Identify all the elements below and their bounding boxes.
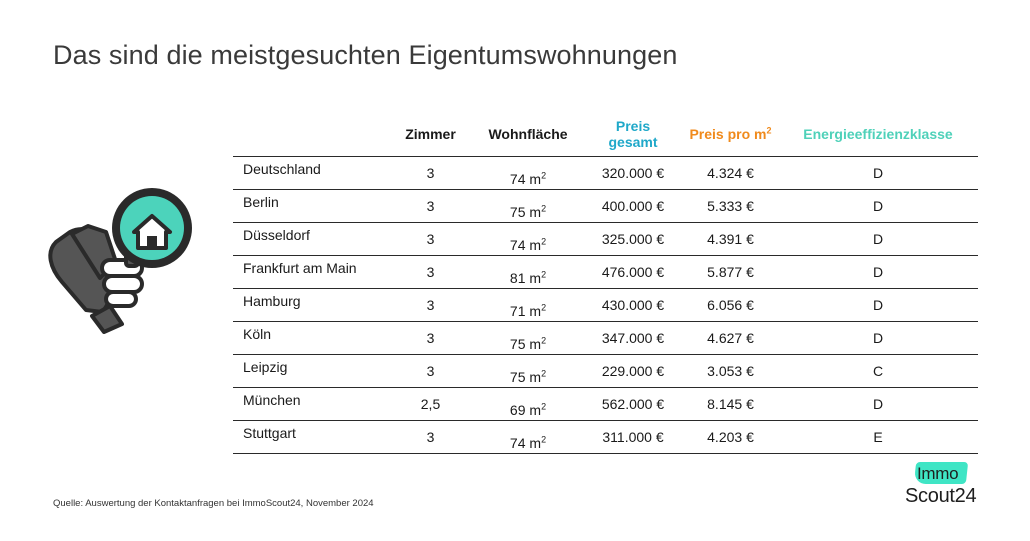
row-wohnflaeche <box>473 355 583 388</box>
row-wohnflaeche-value: 75 <box>509 204 526 220</box>
table-row <box>233 256 978 289</box>
row-preis-gesamt: 347.000 € <box>583 322 683 355</box>
row-wohnflaeche-unit: m <box>529 435 542 451</box>
hand-magnifier-house-icon <box>42 182 192 342</box>
row-wohnflaeche <box>473 388 583 421</box>
row-wohnflaeche-value: 74 <box>509 237 526 253</box>
row-zimmer: 3 <box>388 289 473 322</box>
row-preis-pro-qm: 4.627 € <box>683 322 778 355</box>
row-preis-pro-qm: 6.056 € <box>683 289 778 322</box>
row-preis-pro-qm: 5.333 € <box>683 190 778 223</box>
row-energieeffizienzklasse: D <box>778 223 978 256</box>
row-city: Stuttgart <box>233 421 388 454</box>
row-wohnflaeche-value: 75 <box>509 369 526 385</box>
row-wohnflaeche-value: 75 <box>509 336 526 352</box>
row-wohnflaeche-unit-sup: 2 <box>541 269 547 280</box>
row-wohnflaeche-value: 81 <box>509 270 526 286</box>
row-preis-pro-qm: 8.145 € <box>683 388 778 421</box>
row-zimmer: 2,5 <box>388 388 473 421</box>
row-preis-gesamt: 476.000 € <box>583 256 683 289</box>
row-wohnflaeche <box>473 223 583 256</box>
row-preis-gesamt: 229.000 € <box>583 355 683 388</box>
row-preis-gesamt: 400.000 € <box>583 190 683 223</box>
row-energieeffizienzklasse: D <box>778 322 978 355</box>
row-wohnflaeche-value: 74 <box>509 171 526 187</box>
row-preis-pro-qm: 3.053 € <box>683 355 778 388</box>
row-wohnflaeche-unit-sup: 2 <box>541 302 547 313</box>
header-energieeffizienz: Energieeffizienzklasse <box>803 126 953 142</box>
row-wohnflaeche <box>473 289 583 322</box>
row-wohnflaeche-value: 74 <box>509 435 526 451</box>
table-row <box>233 157 978 190</box>
row-city: Deutschland <box>233 157 388 190</box>
row-zimmer: 3 <box>388 322 473 355</box>
table-row <box>233 355 978 388</box>
row-energieeffizienzklasse: D <box>778 256 978 289</box>
table-row <box>233 190 978 223</box>
row-zimmer: 3 <box>388 190 473 223</box>
row-preis-pro-qm: 4.391 € <box>683 223 778 256</box>
header-preis-pro-qm-sup: 2 <box>766 125 772 136</box>
data-table <box>233 112 978 454</box>
row-wohnflaeche <box>473 256 583 289</box>
logo-line1: Immo <box>917 464 959 483</box>
header-preis-gesamt-line2: gesamt <box>608 134 658 150</box>
row-wohnflaeche-unit-sup: 2 <box>541 434 547 445</box>
row-zimmer: 3 <box>388 421 473 454</box>
row-wohnflaeche-unit-sup: 2 <box>541 203 547 214</box>
header-preis-pro-qm-label: Preis pro m <box>689 126 767 142</box>
header-wohnflaeche: Wohnfläche <box>488 126 568 142</box>
header-preis-gesamt <box>583 112 683 157</box>
table-row <box>233 223 978 256</box>
immoscout24-logo <box>893 462 983 512</box>
row-zimmer: 3 <box>388 157 473 190</box>
row-wohnflaeche-unit: m <box>529 336 542 352</box>
row-wohnflaeche-value: 71 <box>509 303 526 319</box>
row-preis-gesamt: 430.000 € <box>583 289 683 322</box>
page-title: Das sind die meistgesuchten Eigentumswohnungen <box>53 40 678 70</box>
row-city: Frankfurt am Main <box>233 256 388 289</box>
row-wohnflaeche <box>473 322 583 355</box>
row-wohnflaeche-unit-sup: 2 <box>541 236 547 247</box>
header-city <box>233 112 388 157</box>
row-energieeffizienzklasse: E <box>778 421 978 454</box>
row-city: Hamburg <box>233 289 388 322</box>
row-wohnflaeche <box>473 157 583 190</box>
row-wohnflaeche-unit-sup: 2 <box>541 368 547 379</box>
row-preis-pro-qm: 4.203 € <box>683 421 778 454</box>
table-row <box>233 421 978 454</box>
header-preis-pro-qm <box>683 112 778 157</box>
table-row <box>233 289 978 322</box>
row-wohnflaeche-unit: m <box>529 171 542 187</box>
row-city: Köln <box>233 322 388 355</box>
row-city: Düsseldorf <box>233 223 388 256</box>
row-city: Berlin <box>233 190 388 223</box>
source-note: Quelle: Auswertung der Kontaktanfragen bei ImmoScout24, November 2024 <box>53 498 374 509</box>
row-wohnflaeche-unit-sup: 2 <box>541 401 547 412</box>
row-energieeffizienzklasse: D <box>778 388 978 421</box>
row-preis-pro-qm: 5.877 € <box>683 256 778 289</box>
table-header-row <box>233 112 978 157</box>
row-wohnflaeche-value: 69 <box>509 402 526 418</box>
row-energieeffizienzklasse: C <box>778 355 978 388</box>
row-preis-gesamt: 311.000 € <box>583 421 683 454</box>
logo-line2: Scout24 <box>905 485 977 507</box>
row-energieeffizienzklasse: D <box>778 157 978 190</box>
row-energieeffizienzklasse: D <box>778 289 978 322</box>
row-zimmer: 3 <box>388 223 473 256</box>
row-wohnflaeche <box>473 421 583 454</box>
row-zimmer: 3 <box>388 355 473 388</box>
row-wohnflaeche-unit: m <box>529 369 542 385</box>
row-preis-gesamt: 325.000 € <box>583 223 683 256</box>
row-city: München <box>233 388 388 421</box>
row-wohnflaeche-unit: m <box>529 237 542 253</box>
row-wohnflaeche-unit: m <box>529 303 542 319</box>
row-wohnflaeche-unit: m <box>529 402 542 418</box>
row-preis-gesamt: 320.000 € <box>583 157 683 190</box>
row-preis-gesamt: 562.000 € <box>583 388 683 421</box>
header-preis-gesamt-line1: Preis <box>615 118 651 134</box>
row-wohnflaeche-unit: m <box>529 270 542 286</box>
header-zimmer: Zimmer <box>405 126 456 142</box>
row-wohnflaeche-unit: m <box>529 204 542 220</box>
row-preis-pro-qm: 4.324 € <box>683 157 778 190</box>
row-wohnflaeche-unit-sup: 2 <box>541 170 547 181</box>
row-city: Leipzig <box>233 355 388 388</box>
row-wohnflaeche-unit-sup: 2 <box>541 335 547 346</box>
row-zimmer: 3 <box>388 256 473 289</box>
row-wohnflaeche <box>473 190 583 223</box>
row-energieeffizienzklasse: D <box>778 190 978 223</box>
table-row <box>233 322 978 355</box>
table-row <box>233 388 978 421</box>
